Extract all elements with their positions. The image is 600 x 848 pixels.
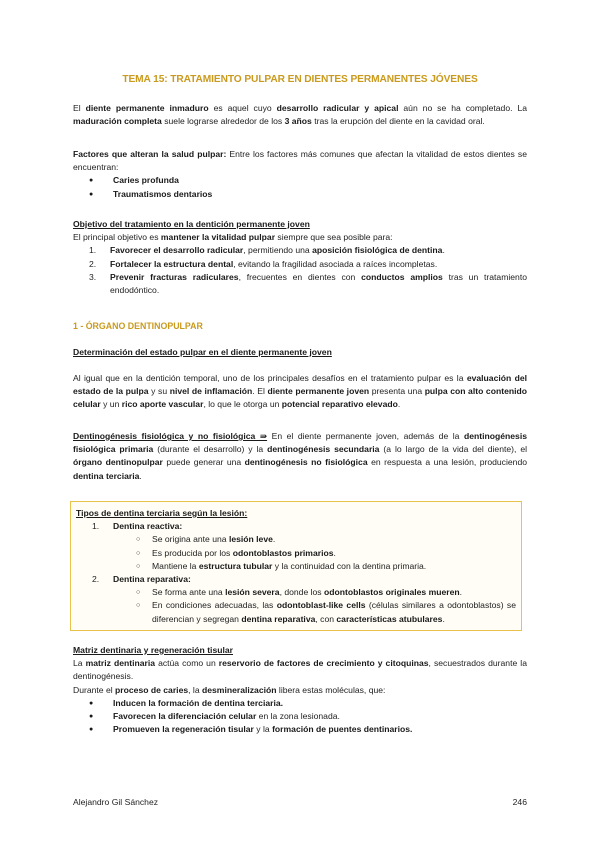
list-item: ● Favorecen la diferenciación celular en la zona lesionada.	[73, 710, 527, 723]
page-title: TEMA 15: TRATAMIENTO PULPAR EN DIENTES PERMANENTES JÓVENES	[122, 74, 478, 85]
dentina-terciaria-box	[70, 501, 522, 631]
list-item: 2. Dentina reparativa:	[92, 574, 191, 585]
footer-author: Alejandro Gil Sánchez	[73, 797, 159, 807]
list-item: ○ Se forma ante una lesión severa, donde los odontoblastos originales mueren.	[76, 586, 516, 599]
box-heading: Tipos de dentina terciaria según la lesión:	[76, 508, 248, 518]
list-item: ● Traumatismos dentarios	[73, 188, 527, 201]
list-item: ○ Se origina ante una lesión leve.	[76, 533, 516, 546]
dentinogenesis-paragraph: Dentinogénesis fisiológica y no fisiológica ⇛ En el diente permanente joven, además de la dentinogénesis fisiológica primaria (durante el desarrollo) y la dentinogénesis secundaria (a lo largo de la vida del diente), el órgano dentinopulpar puede generar una dentinogénesis no fisiológica en respuesta a una lesión, produciendo dentina terciaria.	[73, 431, 528, 481]
reactiva-list	[76, 533, 516, 573]
objetivo-list	[73, 244, 527, 297]
factores-heading: Factores que alteran la salud pulpar:	[73, 149, 227, 159]
factores-list	[73, 174, 527, 200]
determinacion-heading: Determinación del estado pulpar en el diente permanente joven	[73, 347, 332, 357]
list-item: ○ Es producida por los odontoblastos primarios.	[76, 547, 516, 560]
intro-paragraph: El diente permanente inmaduro es aquel cuyo desarrollo radicular y apical aún no se ha completado. La maduración completa suele lograrse alrededor de los 3 años tras la erupción del diente en la cavidad oral.	[73, 103, 528, 127]
list-item: ○ En condiciones adecuadas, las odontoblast-like cells (células similares a odontoblastos) se diferencian y segregan dentina reparativa, con características atubulares.	[76, 599, 516, 625]
tipos-list-2	[76, 573, 516, 586]
list-item: 1. Dentina reactiva:	[92, 521, 183, 532]
objetivo-heading: Objetivo del tratamiento en la dentición permanente joven	[73, 219, 310, 229]
section-heading: 1 - ÓRGANO DENTINOPULPAR	[73, 321, 203, 331]
tipos-list	[76, 520, 516, 533]
matriz-list	[73, 697, 527, 737]
list-item: 1. Favorecer el desarrollo radicular, permitiendo una aposición fisiológica de dentina.	[89, 245, 445, 256]
list-item: ● Inducen la formación de dentina terciaria.	[73, 697, 527, 710]
list-item: 3. Prevenir fracturas radiculares, frecuentes en dientes con conductos amplios tras un tratamiento endodóntico.	[89, 271, 528, 296]
determinacion-paragraph: Al igual que en la dentición temporal, uno de los principales desafíos en el tratamiento pulpar es la evaluación del estado de la pulpa y su nivel de inflamación. El diente permanente joven presenta una pulpa con alto contenido celular y un rico aporte vascular, lo que le otorga un potencial reparativo elevado.	[73, 373, 527, 410]
determinacion-heading-block	[73, 346, 527, 359]
dentinogenesis-heading: Dentinogénesis fisiológica y no fisiológica ⇛	[73, 431, 268, 441]
footer-page-number: 246	[512, 797, 527, 807]
factores-paragraph: Factores que alteran la salud pulpar: Entre los factores más comunes que afectan la vitalidad de estos dientes se encuentran: ● Caries profunda ● Traumatismos dentarios	[73, 148, 527, 201]
reparativa-list	[76, 586, 516, 626]
list-item: 2. Fortalecer la estructura dental, evitando la fragilidad asociada a raíces incompletas.	[89, 258, 438, 269]
matriz-section: Matriz dentinaria y regeneración tisular La matriz dentinaria actúa como un reservorio de factores de crecimiento y citoquinas, secuestrados durante la dentinogénesis. Durante el proceso de caries, la desmineralización libera estas moléculas, que: ● Inducen la formación de dentina terciaria. ● Favorecen la diferenciación celular en la zona lesionada. ● Promueven la regeneración tisular y la formación de puentes dentinarios.	[73, 644, 527, 736]
objetivo-section: Objetivo del tratamiento en la dentición permanente joven El principal objetivo es mantener la vitalidad pulpar siempre que sea posible para: 1. Favorecer el desarrollo radicular, permitiendo una aposición fisiológica de dentina. 2. Fortalecer la estructura dental, evitando la fragilidad asociada a raíces incompletas. 3. Prevenir fracturas radiculares, frecuentes en dientes con conductos amplios tras un tratamiento endodóntico.	[73, 218, 527, 297]
list-item: ● Caries profunda	[73, 174, 527, 187]
list-item: ○ Mantiene la estructura tubular y la continuidad con la dentina primaria.	[76, 560, 516, 573]
matriz-heading: Matriz dentinaria y regeneración tisular	[73, 645, 233, 655]
list-item: ● Promueven la regeneración tisular y la formación de puentes dentinarios.	[73, 723, 527, 736]
